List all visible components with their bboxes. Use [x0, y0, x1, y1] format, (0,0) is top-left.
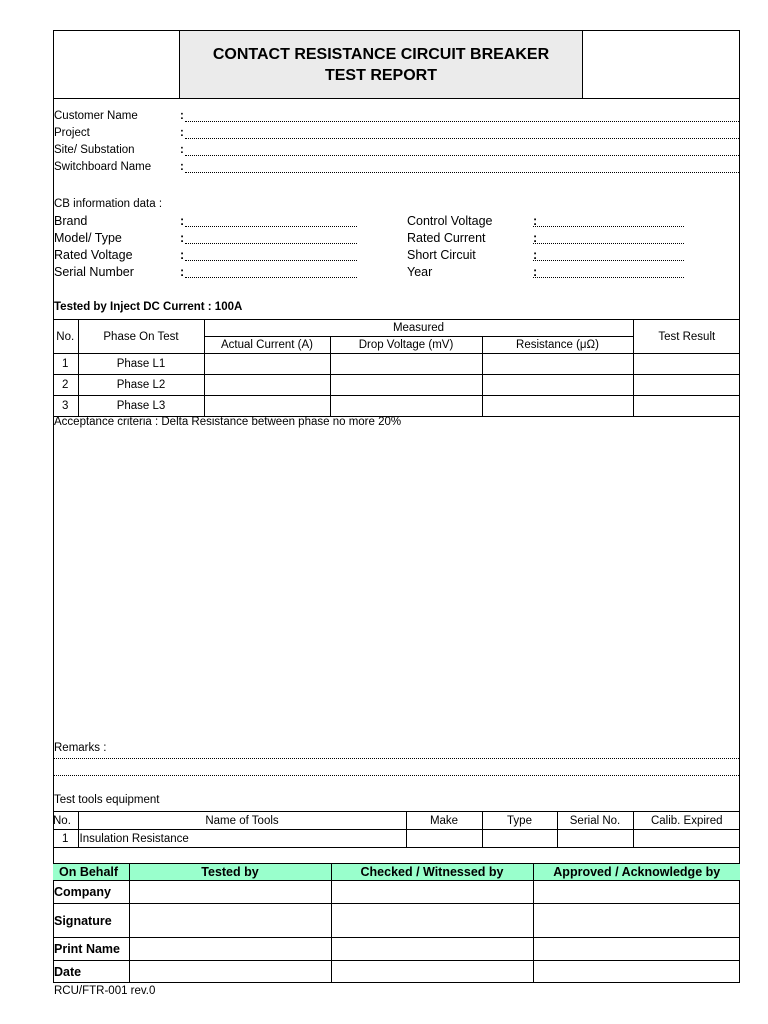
- col-measured-header: Measured: [204, 320, 633, 337]
- tools-col-no: No.: [53, 812, 78, 830]
- switchboard-row: [54, 161, 739, 178]
- title-line-1: CONTACT RESISTANCE CIRCUIT BREAKER: [212, 45, 550, 63]
- cb-serial-row: [54, 265, 359, 282]
- row-no: 1: [53, 354, 78, 375]
- cb-rated-voltage-label: Rated Voltage: [54, 248, 133, 262]
- customer-name-row: [54, 110, 739, 127]
- cb-rated-current-field[interactable]: [533, 243, 684, 244]
- result-cell[interactable]: [633, 396, 740, 417]
- signoff-col-approved: Approved / Acknowledge by: [533, 864, 740, 881]
- tool-make-cell[interactable]: [406, 830, 482, 848]
- row-no: 3: [53, 396, 78, 417]
- cb-serial-field[interactable]: [185, 277, 357, 278]
- test-heading: Tested by Inject DC Current : 100A: [54, 301, 243, 313]
- current-cell[interactable]: [204, 375, 330, 396]
- cb-year-colon: :: [533, 265, 538, 279]
- cb-rated-voltage-colon: :: [180, 248, 185, 262]
- cb-year-label: Year: [407, 265, 433, 279]
- switchboard-colon: :: [180, 161, 184, 173]
- col-no-header: No.: [53, 320, 78, 354]
- report-title: [180, 31, 583, 98]
- table-row: [53, 396, 740, 417]
- cb-short-circuit-label: Short Circuit: [407, 248, 476, 262]
- measurement-table: [53, 319, 740, 417]
- cb-rated-current-colon: :: [533, 231, 538, 245]
- tools-table: [53, 811, 740, 848]
- col-phase-header: Phase On Test: [78, 320, 204, 354]
- signoff-row-company: [53, 881, 740, 904]
- cb-control-voltage-colon: :: [533, 214, 538, 228]
- tested-signature-cell[interactable]: [129, 904, 331, 938]
- cb-year-row: [407, 265, 687, 282]
- remarks-label: Remarks :: [54, 742, 107, 754]
- signoff-row-date: [53, 961, 740, 983]
- voltage-cell[interactable]: [330, 354, 482, 375]
- cb-brand-label: Brand: [54, 214, 88, 228]
- result-cell[interactable]: [633, 354, 740, 375]
- signoff-col-tested: Tested by: [129, 864, 331, 881]
- voltage-cell[interactable]: [330, 396, 482, 417]
- report-frame: [53, 30, 740, 983]
- cb-rated-current-label: Rated Current: [407, 231, 486, 245]
- checked-company-cell[interactable]: [331, 881, 533, 904]
- cb-short-circuit-row: [407, 248, 687, 265]
- table-row: [53, 375, 740, 396]
- tool-type-cell[interactable]: [482, 830, 557, 848]
- cb-brand-colon: :: [180, 214, 185, 228]
- approved-date-cell[interactable]: [533, 961, 740, 983]
- switchboard-field[interactable]: [185, 172, 739, 173]
- acceptance-criteria: Acceptance criteria : Delta Resistance between phase no more 20%: [54, 416, 402, 428]
- signoff-col-checked: Checked / Witnessed by: [331, 864, 533, 881]
- tools-col-calib: Calib. Expired: [633, 812, 740, 830]
- site-field[interactable]: [185, 155, 739, 156]
- cb-year-field[interactable]: [533, 277, 684, 278]
- tested-date-cell[interactable]: [129, 961, 331, 983]
- col-current-header: Actual Current (A): [204, 337, 330, 354]
- title-line-2: TEST REPORT: [324, 66, 437, 84]
- signoff-label-company: Company: [53, 881, 129, 904]
- report-header: [54, 31, 739, 99]
- site-colon: :: [180, 144, 184, 156]
- approved-company-cell[interactable]: [533, 881, 740, 904]
- site-row: [54, 144, 739, 161]
- tool-serial-cell[interactable]: [557, 830, 633, 848]
- cb-brand-field[interactable]: [185, 226, 357, 227]
- cb-control-voltage-label: Control Voltage: [407, 214, 493, 228]
- approved-name-cell[interactable]: [533, 938, 740, 961]
- project-colon: :: [180, 127, 184, 139]
- cb-info-heading: CB information data :: [54, 198, 163, 210]
- project-field[interactable]: [185, 138, 739, 139]
- footer-document-code: RCU/FTR-001 rev.0: [54, 985, 156, 997]
- cb-rated-voltage-field[interactable]: [185, 260, 357, 261]
- cb-model-row: [54, 231, 359, 248]
- col-resistance-header: Resistance (μΩ): [482, 337, 633, 354]
- current-cell[interactable]: [204, 354, 330, 375]
- signoff-label-signature: Signature: [53, 904, 129, 938]
- cb-brand-row: [54, 214, 359, 231]
- cb-model-field[interactable]: [185, 243, 357, 244]
- project-row: [54, 127, 739, 144]
- checked-signature-cell[interactable]: [331, 904, 533, 938]
- signoff-table: [53, 863, 740, 983]
- site-label: Site/ Substation: [54, 144, 135, 156]
- tools-col-make: Make: [406, 812, 482, 830]
- resistance-cell[interactable]: [482, 354, 633, 375]
- tested-company-cell[interactable]: [129, 881, 331, 904]
- cb-model-label: Model/ Type: [54, 231, 122, 245]
- signoff-row-signature: [53, 904, 740, 938]
- signoff-row-print-name: [53, 938, 740, 961]
- cb-rated-current-row: [407, 231, 687, 248]
- cb-serial-colon: :: [180, 265, 185, 279]
- col-result-header: Test Result: [633, 320, 740, 354]
- switchboard-label: Switchboard Name: [54, 161, 152, 173]
- tools-col-serial: Serial No.: [557, 812, 633, 830]
- approved-signature-cell[interactable]: [533, 904, 740, 938]
- tool-calib-cell[interactable]: [633, 830, 740, 848]
- table-row: [53, 830, 740, 848]
- row-phase: Phase L1: [78, 354, 204, 375]
- resistance-cell[interactable]: [482, 375, 633, 396]
- signoff-label-print-name: Print Name: [53, 938, 129, 961]
- remarks-line-2[interactable]: [54, 775, 739, 776]
- tools-col-name: Name of Tools: [78, 812, 406, 830]
- project-label: Project: [54, 127, 90, 139]
- customer-name-colon: :: [180, 110, 184, 122]
- cb-serial-label: Serial Number: [54, 265, 134, 279]
- table-row: [53, 354, 740, 375]
- current-cell[interactable]: [204, 396, 330, 417]
- logo-cell: [54, 31, 180, 98]
- checked-name-cell[interactable]: [331, 938, 533, 961]
- customer-name-field[interactable]: [185, 121, 739, 122]
- cb-control-voltage-row: [407, 214, 687, 231]
- voltage-cell[interactable]: [330, 375, 482, 396]
- customer-name-label: Customer Name: [54, 110, 138, 122]
- tools-heading: Test tools equipment: [54, 794, 160, 806]
- cb-short-circuit-colon: :: [533, 248, 538, 262]
- cb-rated-voltage-row: [54, 248, 359, 265]
- cb-short-circuit-field[interactable]: [533, 260, 684, 261]
- cb-control-voltage-field[interactable]: [533, 226, 684, 227]
- tool-no: 1: [53, 830, 78, 848]
- tool-name: Insulation Resistance: [78, 830, 406, 848]
- tested-name-cell[interactable]: [129, 938, 331, 961]
- resistance-cell[interactable]: [482, 396, 633, 417]
- signoff-col-behalf: On Behalf: [53, 864, 129, 881]
- cb-model-colon: :: [180, 231, 185, 245]
- row-phase: Phase L2: [78, 375, 204, 396]
- checked-date-cell[interactable]: [331, 961, 533, 983]
- signoff-label-date: Date: [53, 961, 129, 983]
- row-no: 2: [53, 375, 78, 396]
- col-voltage-header: Drop Voltage (mV): [330, 337, 482, 354]
- tools-col-type: Type: [482, 812, 557, 830]
- row-phase: Phase L3: [78, 396, 204, 417]
- remarks-line-1[interactable]: [54, 758, 739, 759]
- result-cell[interactable]: [633, 375, 740, 396]
